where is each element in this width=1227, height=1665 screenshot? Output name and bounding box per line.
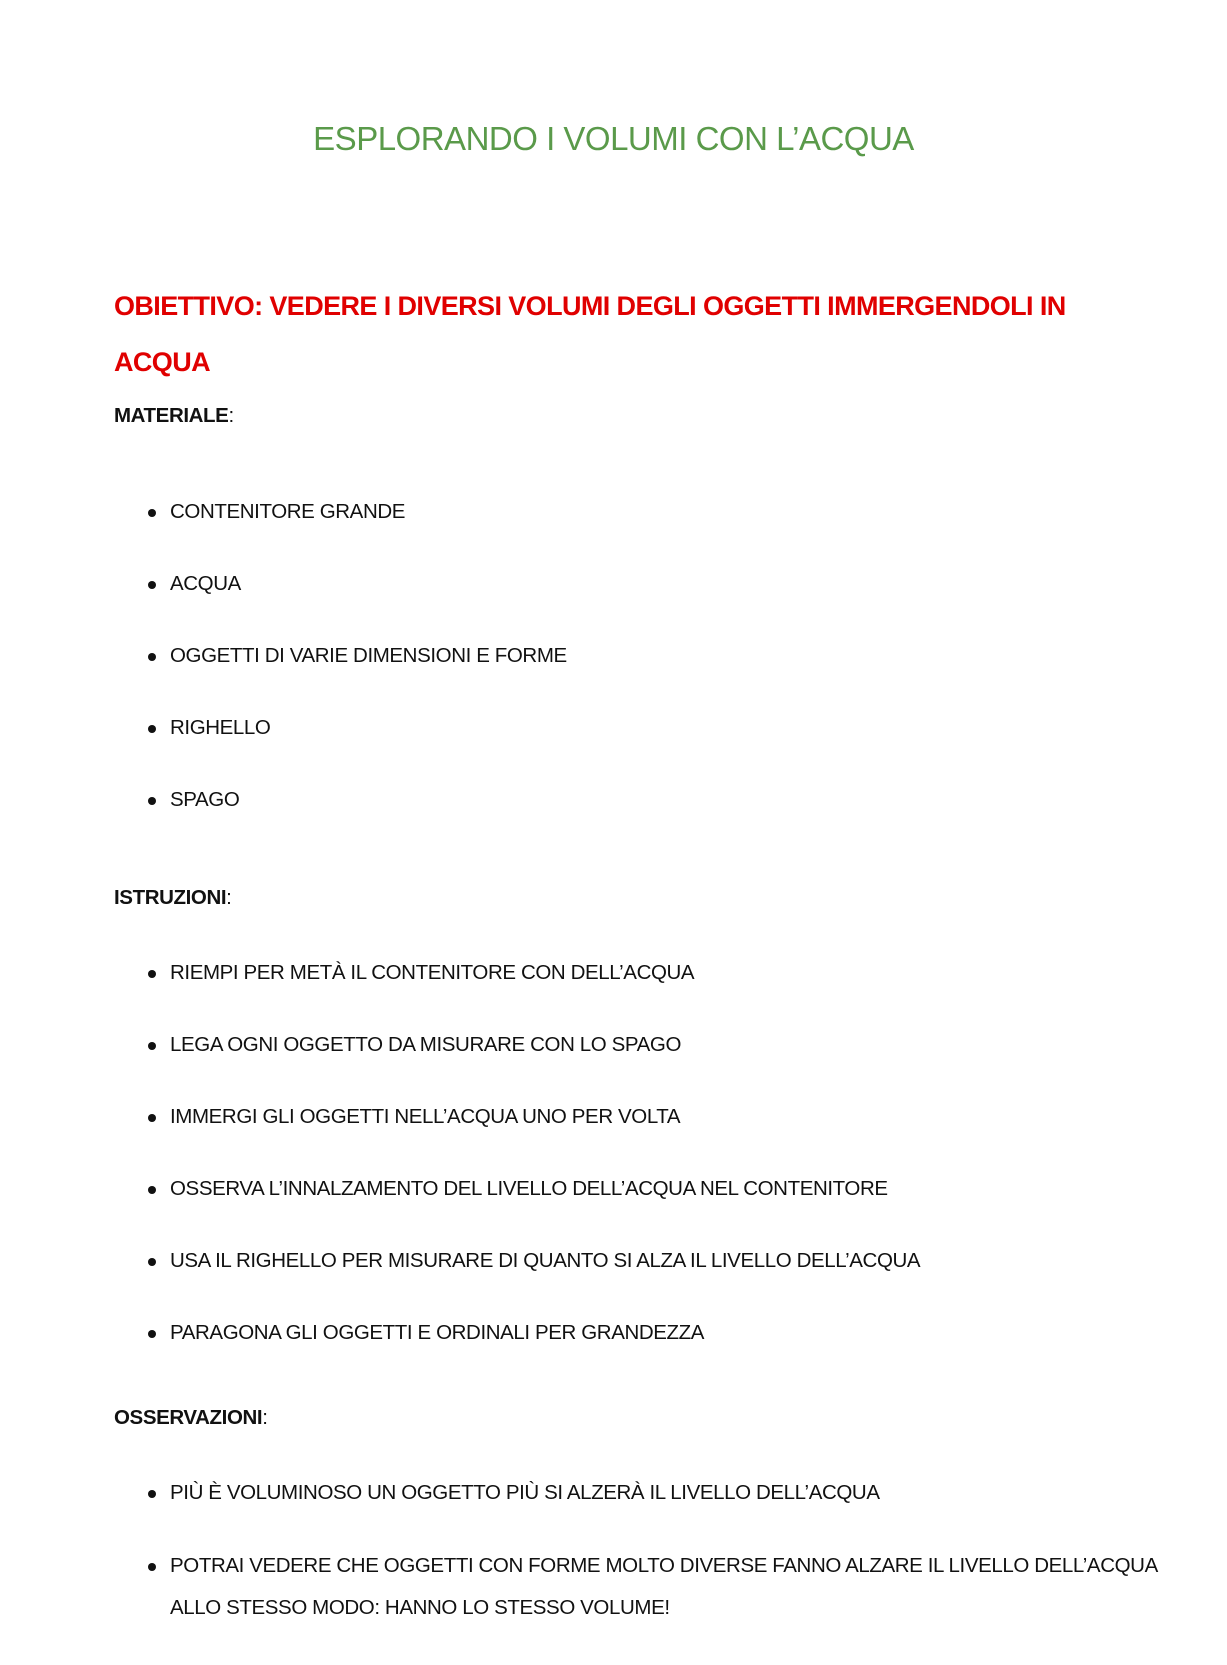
list-item xyxy=(114,1225,1170,1297)
osservazioni-colon: : xyxy=(262,1406,268,1429)
list-item-text: OSSERVA L’INNALZAMENTO DEL LIVELLO DELL’ACQUA NEL CONTENITORE xyxy=(170,1177,888,1200)
istruzioni-heading xyxy=(114,886,231,910)
list-item-text: RIGHELLO xyxy=(170,716,271,739)
list-item-text: RIEMPI PER METÀ IL CONTENITORE CON DELL’ACQUA xyxy=(170,961,695,984)
osservazioni-heading xyxy=(114,1406,268,1430)
bullet-icon xyxy=(148,1114,156,1122)
list-item xyxy=(114,1297,1170,1369)
materiale-label: MATERIALE xyxy=(114,404,229,427)
list-item-text: ACQUA xyxy=(170,572,241,595)
bullet-icon xyxy=(148,970,156,978)
list-item-text: CONTENITORE GRANDE xyxy=(170,500,406,523)
bullet-icon xyxy=(148,581,156,589)
list-item-text: OGGETTI DI VARIE DIMENSIONI E FORME xyxy=(170,644,567,667)
list-item xyxy=(114,1009,1170,1081)
list-item xyxy=(114,692,1170,764)
bullet-icon xyxy=(148,653,156,661)
materiale-list xyxy=(114,476,1170,836)
istruzioni-label: ISTRUZIONI xyxy=(114,886,227,909)
list-item-text: PIÙ È VOLUMINOSO UN OGGETTO PIÙ SI ALZERÀ IL LIVELLO DELL’ACQUA xyxy=(170,1481,880,1504)
bullet-icon xyxy=(148,1186,156,1194)
list-item xyxy=(114,476,1170,548)
list-item-text: PARAGONA GLI OGGETTI E ORDINALI PER GRANDEZZA xyxy=(170,1321,705,1344)
list-item-text: USA IL RIGHELLO PER MISURARE DI QUANTO SI ALZA IL LIVELLO DELL’ACQUA xyxy=(170,1249,921,1272)
list-item-text: POTRAI VEDERE CHE OGGETTI CON FORME MOLTO DIVERSE FANNO ALZARE IL LIVELLO DELL’ACQUA ALLO STESSO MODO: HANNO LO STESSO VOLUME! xyxy=(170,1554,1157,1619)
list-item xyxy=(114,1457,1170,1529)
list-item-text: IMMERGI GLI OGGETTI NELL’ACQUA UNO PER VOLTA xyxy=(170,1105,681,1128)
materiale-colon: : xyxy=(228,404,234,427)
bullet-icon xyxy=(148,725,156,733)
objective-heading: OBIETTIVO: VEDERE I DIVERSI VOLUMI DEGLI OGGETTI IMMERGENDOLI IN ACQUA xyxy=(114,291,1066,377)
list-item xyxy=(114,1545,1170,1629)
osservazioni-list xyxy=(114,1457,1170,1629)
list-item xyxy=(114,620,1170,692)
bullet-icon xyxy=(148,1042,156,1050)
istruzioni-list xyxy=(114,937,1170,1369)
materiale-heading xyxy=(114,404,234,428)
list-item-text: LEGA OGNI OGGETTO DA MISURARE CON LO SPAGO xyxy=(170,1033,681,1056)
bullet-icon xyxy=(148,1258,156,1266)
bullet-icon xyxy=(148,1330,156,1338)
document-title: ESPLORANDO I VOLUMI CON L’ACQUA xyxy=(313,120,914,157)
bullet-icon xyxy=(148,1563,156,1571)
bullet-icon xyxy=(148,797,156,805)
list-item-text: SPAGO xyxy=(170,788,240,811)
osservazioni-label: OSSERVAZIONI xyxy=(114,1406,263,1429)
list-item xyxy=(114,548,1170,620)
list-item xyxy=(114,937,1170,1009)
list-item xyxy=(114,764,1170,836)
list-item xyxy=(114,1081,1170,1153)
bullet-icon xyxy=(148,1490,156,1498)
list-item xyxy=(114,1153,1170,1225)
bullet-icon xyxy=(148,509,156,517)
istruzioni-colon: : xyxy=(226,886,232,909)
